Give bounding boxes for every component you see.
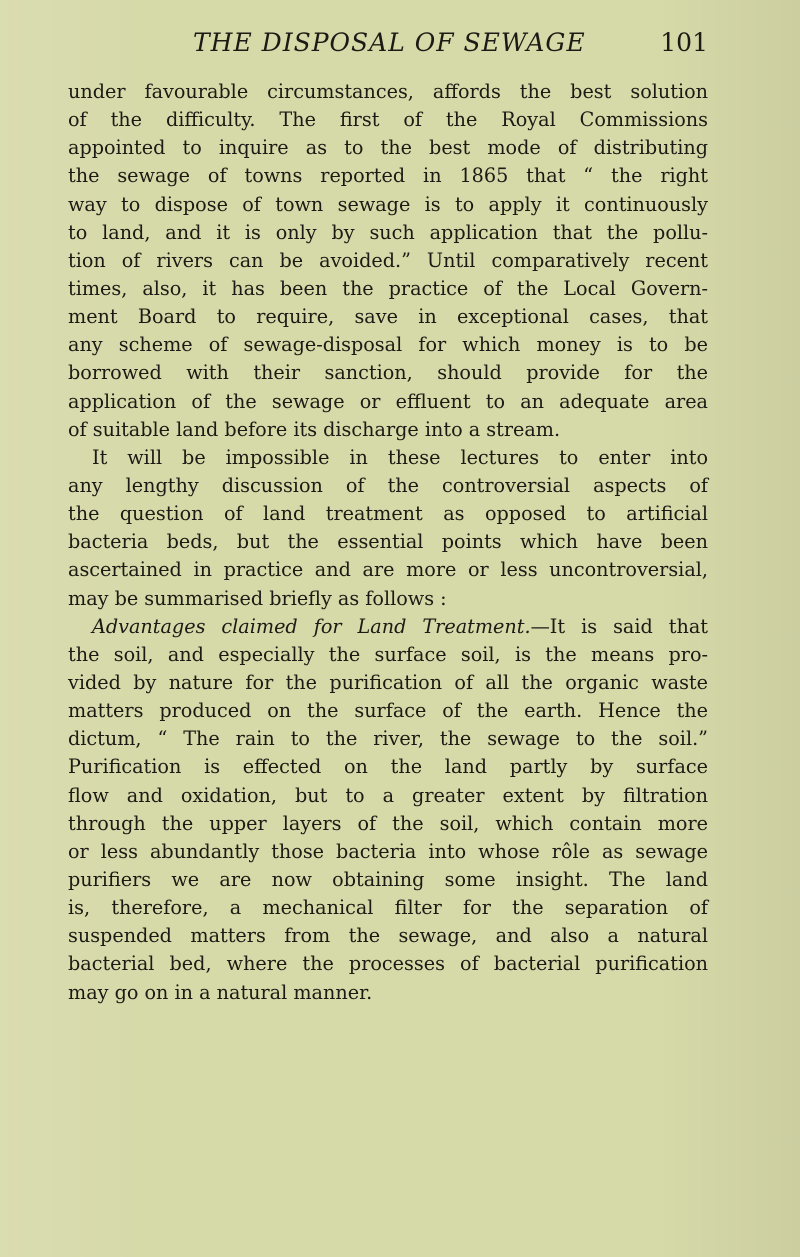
text-line: flow and oxidation, but to a greater extent by filtration: [68, 783, 708, 807]
text-line: application of the sewage or effluent to an adequate area: [68, 389, 708, 413]
text-line: times, also, it has been the practice of the Local Govern-: [68, 276, 708, 300]
text-line: to land, and it is only by such application that the pollu-: [68, 220, 708, 244]
running-head: [68, 28, 708, 62]
text-line: Purification is effected on the land partly by surface: [68, 755, 708, 779]
section-heading-continuation: —It is said that: [530, 614, 709, 638]
text-line: ascertained in practice and are more or less uncontroversial,: [68, 558, 708, 582]
running-title: THE DISPOSAL OF SEWAGE: [193, 28, 586, 57]
text-line: the question of land treatment as opposed to artificial: [68, 502, 708, 526]
text-line: matters produced on the surface of the earth. Hence the: [68, 699, 708, 723]
text-line: may go on in a natural manner.: [68, 980, 373, 1004]
text-line: bacteria beds, but the essential points which have been: [68, 530, 708, 554]
text-line: borrowed with their sanction, should provide for the: [68, 361, 708, 385]
text-line: through the upper layers of the soil, which contain more: [68, 811, 708, 835]
text-line-with-heading: [68, 613, 708, 641]
section-heading: Advantages claimed for Land Treatment.: [92, 614, 531, 638]
text-line: bacterial bed, where the processes of bacterial purification: [68, 952, 708, 976]
page-number: 101: [660, 28, 708, 57]
text-line: of the difficulty. The first of the Royal Commissions: [68, 108, 708, 132]
text-line: appointed to inquire as to the best mode of distributing: [68, 136, 708, 160]
text-line: any lengthy discussion of the controversial aspects of: [68, 473, 708, 497]
text-line: or less abundantly those bacteria into whose rôle as sewage: [68, 839, 708, 863]
body-text: [68, 78, 708, 1007]
text-line: It will be impossible in these lectures to enter into: [92, 445, 708, 469]
text-line: any scheme of sewage-disposal for which money is to be: [68, 333, 708, 357]
text-line: tion of rivers can be avoided.” Until comparatively recent: [68, 248, 708, 272]
text-line: purifiers we are now obtaining some insight. The land: [68, 867, 708, 891]
text-line: dictum, “ The rain to the river, the sewage to the soil.”: [68, 727, 708, 751]
text-line: may be summarised briefly as follows :: [68, 586, 447, 610]
text-line: vided by nature for the purification of all the organic waste: [68, 670, 708, 694]
text-line: way to dispose of town sewage is to apply it continuously: [68, 192, 708, 216]
text-line: under favourable circumstances, affords the best solution: [68, 80, 708, 103]
text-line: the sewage of towns reported in 1865 that “ the right: [68, 164, 708, 188]
text-line: is, therefore, a mechanical filter for the separation of: [68, 896, 708, 920]
text-line: the soil, and especially the surface soil, is the means pro-: [68, 642, 708, 666]
text-line: of suitable land before its discharge into a stream.: [68, 417, 561, 441]
text-line: suspended matters from the sewage, and also a natural: [68, 924, 708, 948]
text-line: ment Board to require, save in exceptional cases, that: [68, 305, 708, 329]
